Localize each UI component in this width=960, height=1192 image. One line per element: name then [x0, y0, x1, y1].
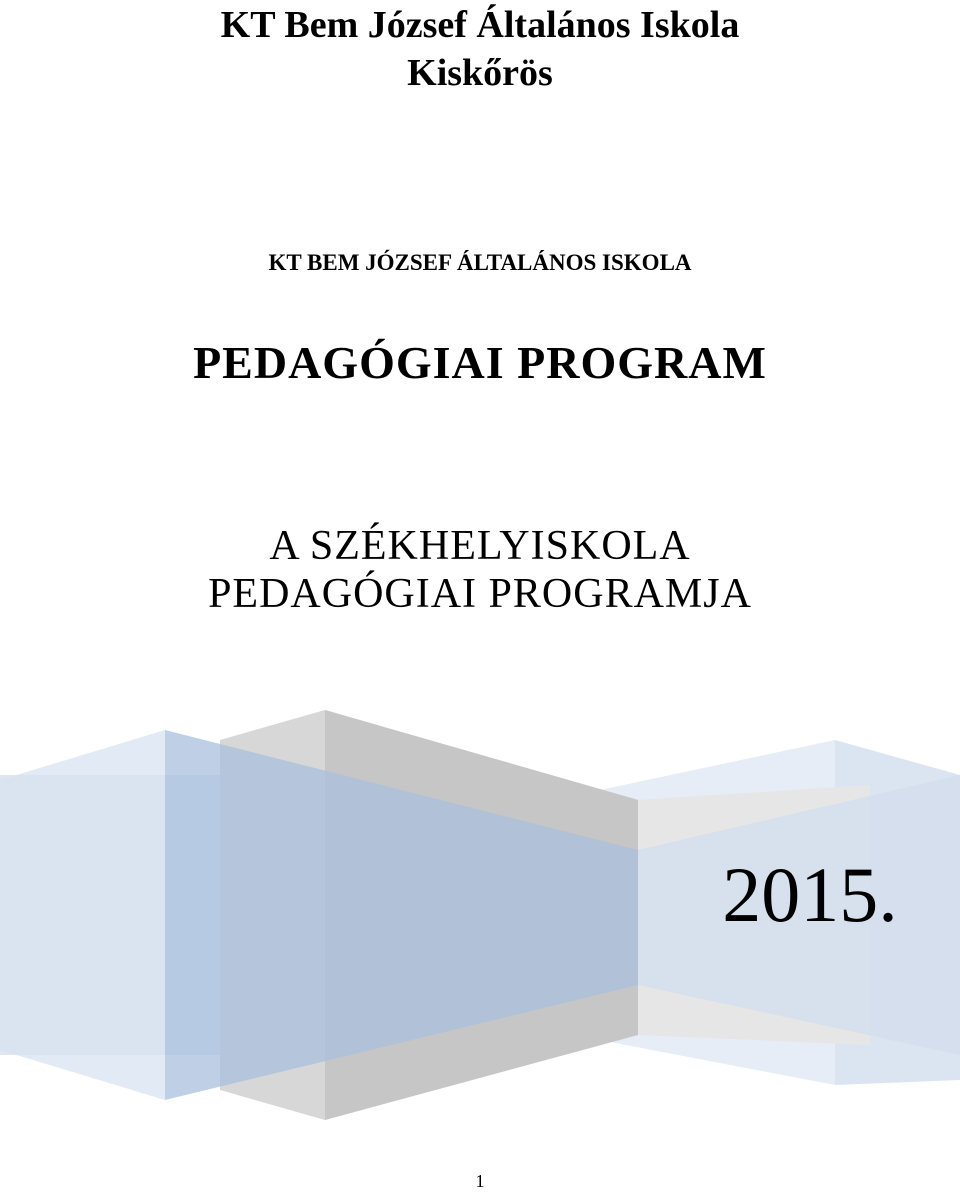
document-subtitle-line1: A SZÉKHELYISKOLA — [269, 523, 691, 569]
school-name-caps: KT BEM JÓZSEF ÁLTALÁNOS ISKOLA — [268, 250, 692, 275]
page-number: 1 — [475, 1171, 485, 1191]
header-school-name: KT Bem József Általános Iskola — [220, 4, 740, 46]
document-title: PEDAGÓGIAI PROGRAM — [193, 337, 767, 388]
header-city: Kiskőrös — [407, 52, 553, 94]
document-subtitle-line2: PEDAGÓGIAI PROGRAMJA — [208, 571, 752, 617]
document-year: 2015. — [722, 851, 898, 938]
